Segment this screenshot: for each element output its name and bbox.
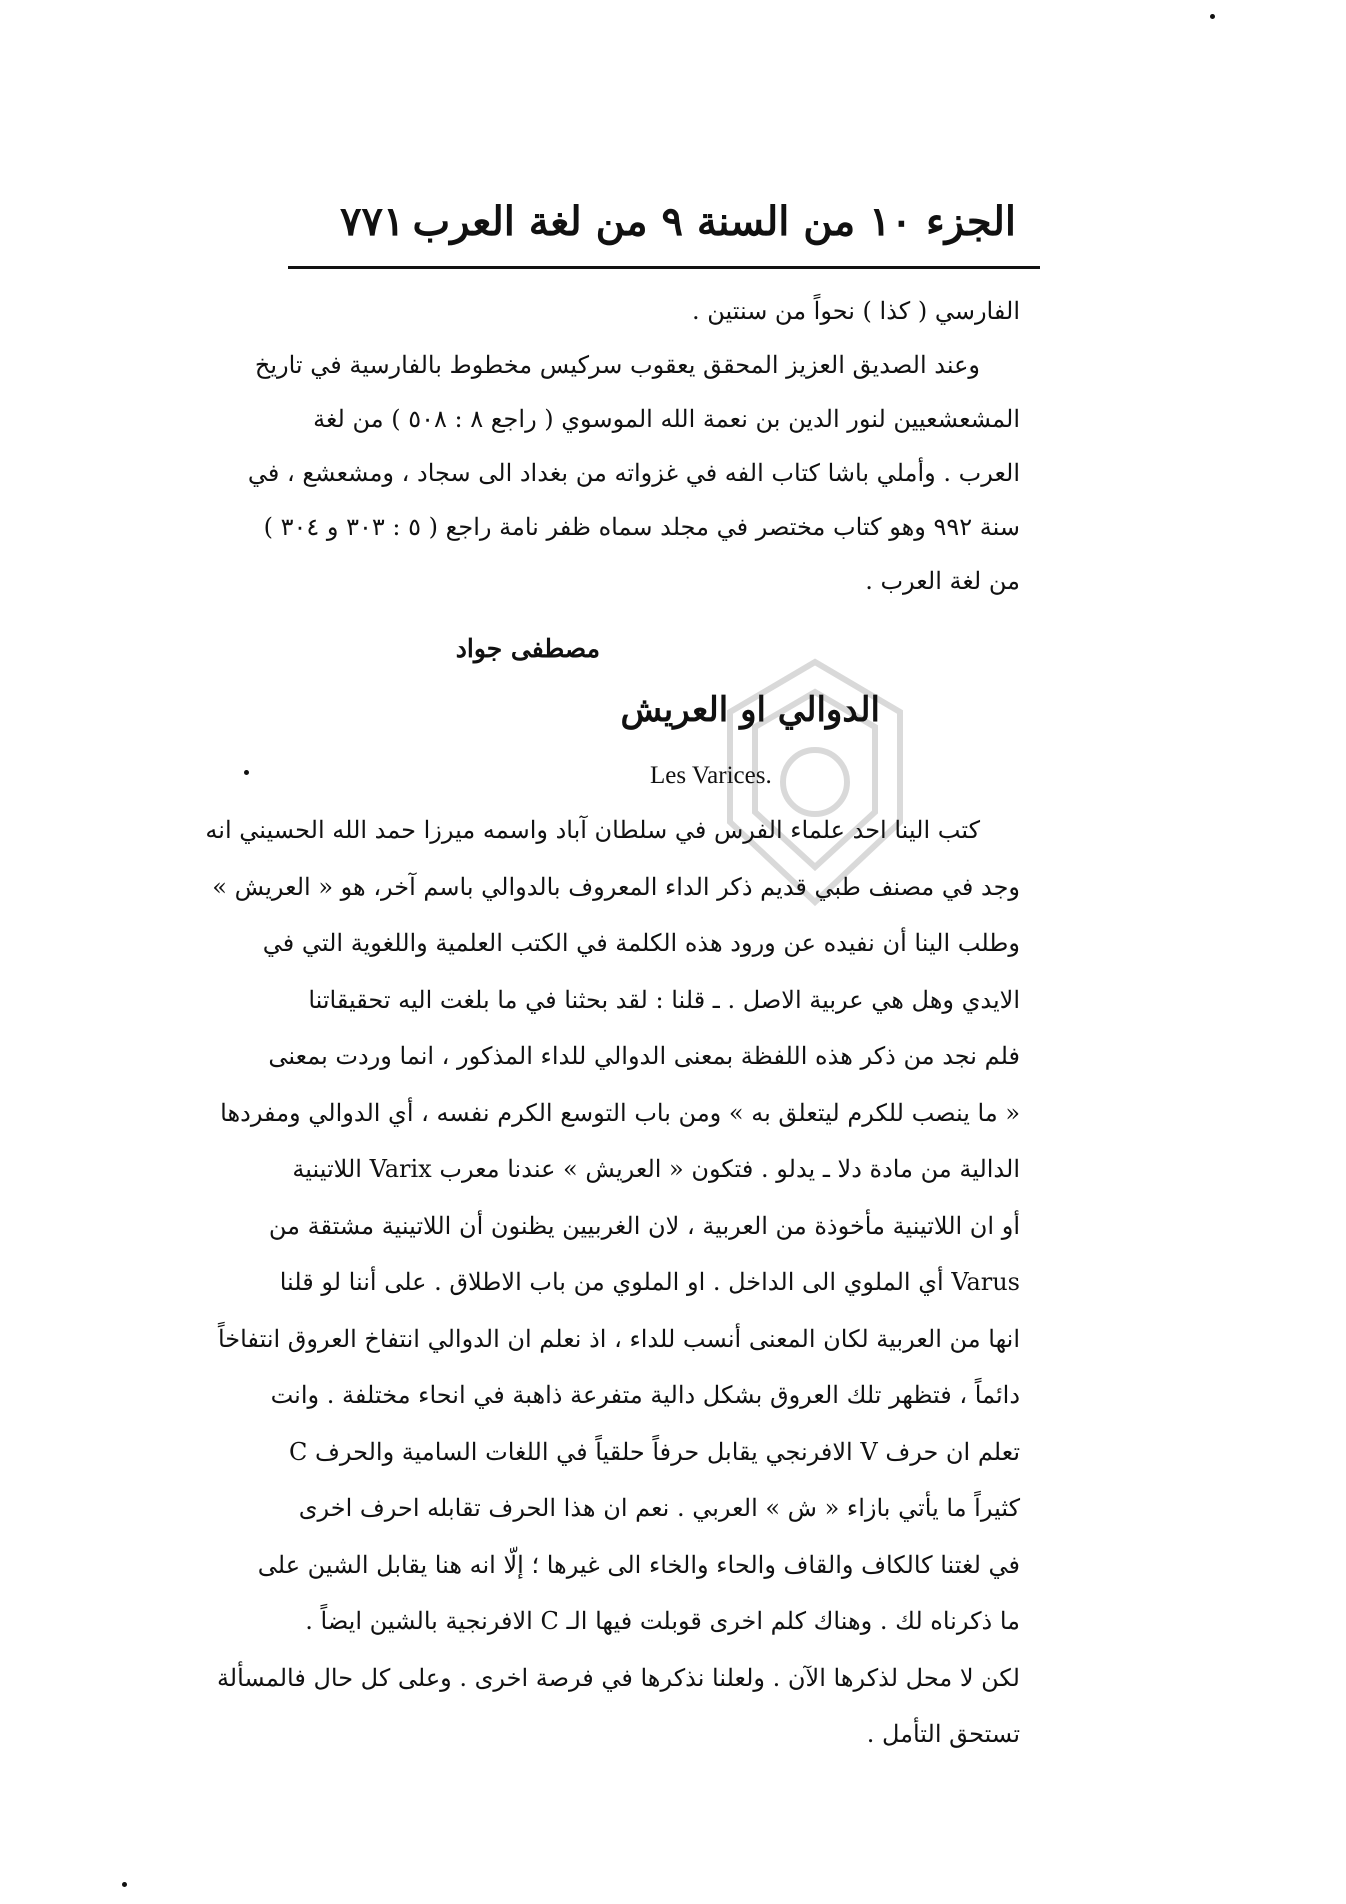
text-line: سنة ٩٩٢ وهو كتاب مختصر في مجلد سماه ظفر نامة راجع ( ٥ : ٣٠٣ و ٣٠٤ ) — [263, 513, 1020, 541]
text-line: تستحق التأمل . — [866, 1720, 1020, 1748]
text-line: « ما ينصب للكرم ليتعلق به » ومن باب التوسع الكرم نفسه ، أي الدوالي ومفردها — [220, 1098, 1020, 1127]
article-latin-title: Les Varices. — [650, 762, 772, 789]
text-line: دائماً ، فتظهر تلك العروق بشكل دالية متفرعة ذاهبة في انحاء مختلفة . وانت — [270, 1381, 1020, 1409]
scan-speck — [122, 1882, 127, 1887]
text-line: كتب الينا احد علماء الفرس في سلطان آباد واسمه ميرزا حمد الله الحسيني انه — [205, 816, 980, 844]
text-line: Varus أي الملوي الى الداخل . او الملوي من باب الاطلاق . على أننا لو قلنا — [279, 1268, 1020, 1296]
running-header — [290, 198, 1038, 258]
text-line: ما ذكرناه لك . وهناك كلم اخرى قوبلت فيها الـ C الافرنجية بالشين ايضاً . — [305, 1607, 1020, 1635]
author-signature: مصطفى جواد — [455, 634, 600, 663]
text-line: انها من العربية لكان المعنى أنسب للداء ، اذ نعلم ان الدوالي انتفاخ العروق انتفاخاً — [217, 1324, 1020, 1353]
header-rule — [288, 266, 1040, 269]
text-line: لكن لا محل لذكرها الآن . ولعلنا نذكرها في فرصة اخرى . وعلى كل حال فالمسألة — [216, 1663, 1020, 1692]
text-line: العرب . وأملي باشا كتاب الفه في غزواته من بغداد الى سجاد ، ومشعشع ، في — [247, 459, 1020, 487]
header-title: الجزء ١٠ من السنة ٩ من لغة العرب — [412, 198, 1016, 245]
text-line: وجد في مصنف طبي قديم ذكر الداء المعروف بالدوالي باسم آخر، هو « العريش » — [212, 872, 1020, 901]
text-line: وطلب الينا أن نفيده عن ورود هذه الكلمة في الكتب العلمية واللغوية التي في — [262, 929, 1020, 957]
text-line: الفارسي ( كذا ) نحواً من سنتين . — [691, 297, 1020, 325]
text-line: الايدي وهل هي عربية الاصل . ـ قلنا : لقد بحثنا في ما بلغت اليه تحقيقاتنا — [308, 985, 1020, 1014]
article-title: الدوالي او العريش — [620, 690, 880, 730]
text-line: الدالية من مادة دلا ـ يدلو . فتكون « العريش » عندنا معرب Varix اللاتينية — [292, 1155, 1020, 1183]
article-body — [205, 802, 1020, 1763]
text-line: وعند الصديق العزيز المحقق يعقوب سركيس مخطوط بالفارسية في تاريخ — [254, 351, 980, 379]
scan-speck — [1210, 14, 1215, 19]
text-line: أو ان اللاتينية مأخوذة من العربية ، لان الغربيين يظنون أن اللاتينية مشتقة من — [268, 1211, 1020, 1240]
text-line: من لغة العرب . — [865, 567, 1020, 595]
text-line: تعلم ان حرف V الافرنجي يقابل حرفاً حلقياً في اللغات السامية والحرف C — [288, 1437, 1020, 1466]
text-line: كثيراً ما يأتي بازاء « ش » العربي . نعم ان هذا الحرف تقابله احرف اخرى — [298, 1494, 1020, 1522]
text-line: في لغتنا كالكاف والقاف والحاء والخاء الى غيرها ؛ إلّا انه هنا يقابل الشين على — [257, 1550, 1020, 1579]
scan-speck — [244, 770, 249, 775]
page-number: ٧٧١ — [340, 198, 405, 245]
paragraph-continuation — [247, 284, 1020, 608]
text-line: المشعشعيين لنور الدين بن نعمة الله الموسوي ( راجع ٨ : ٥٠٨ ) من لغة — [313, 405, 1020, 433]
text-line: فلم نجد من ذكر هذه اللفظة بمعنى الدوالي للداء المذكور ، انما وردت بمعنى — [268, 1042, 1020, 1070]
